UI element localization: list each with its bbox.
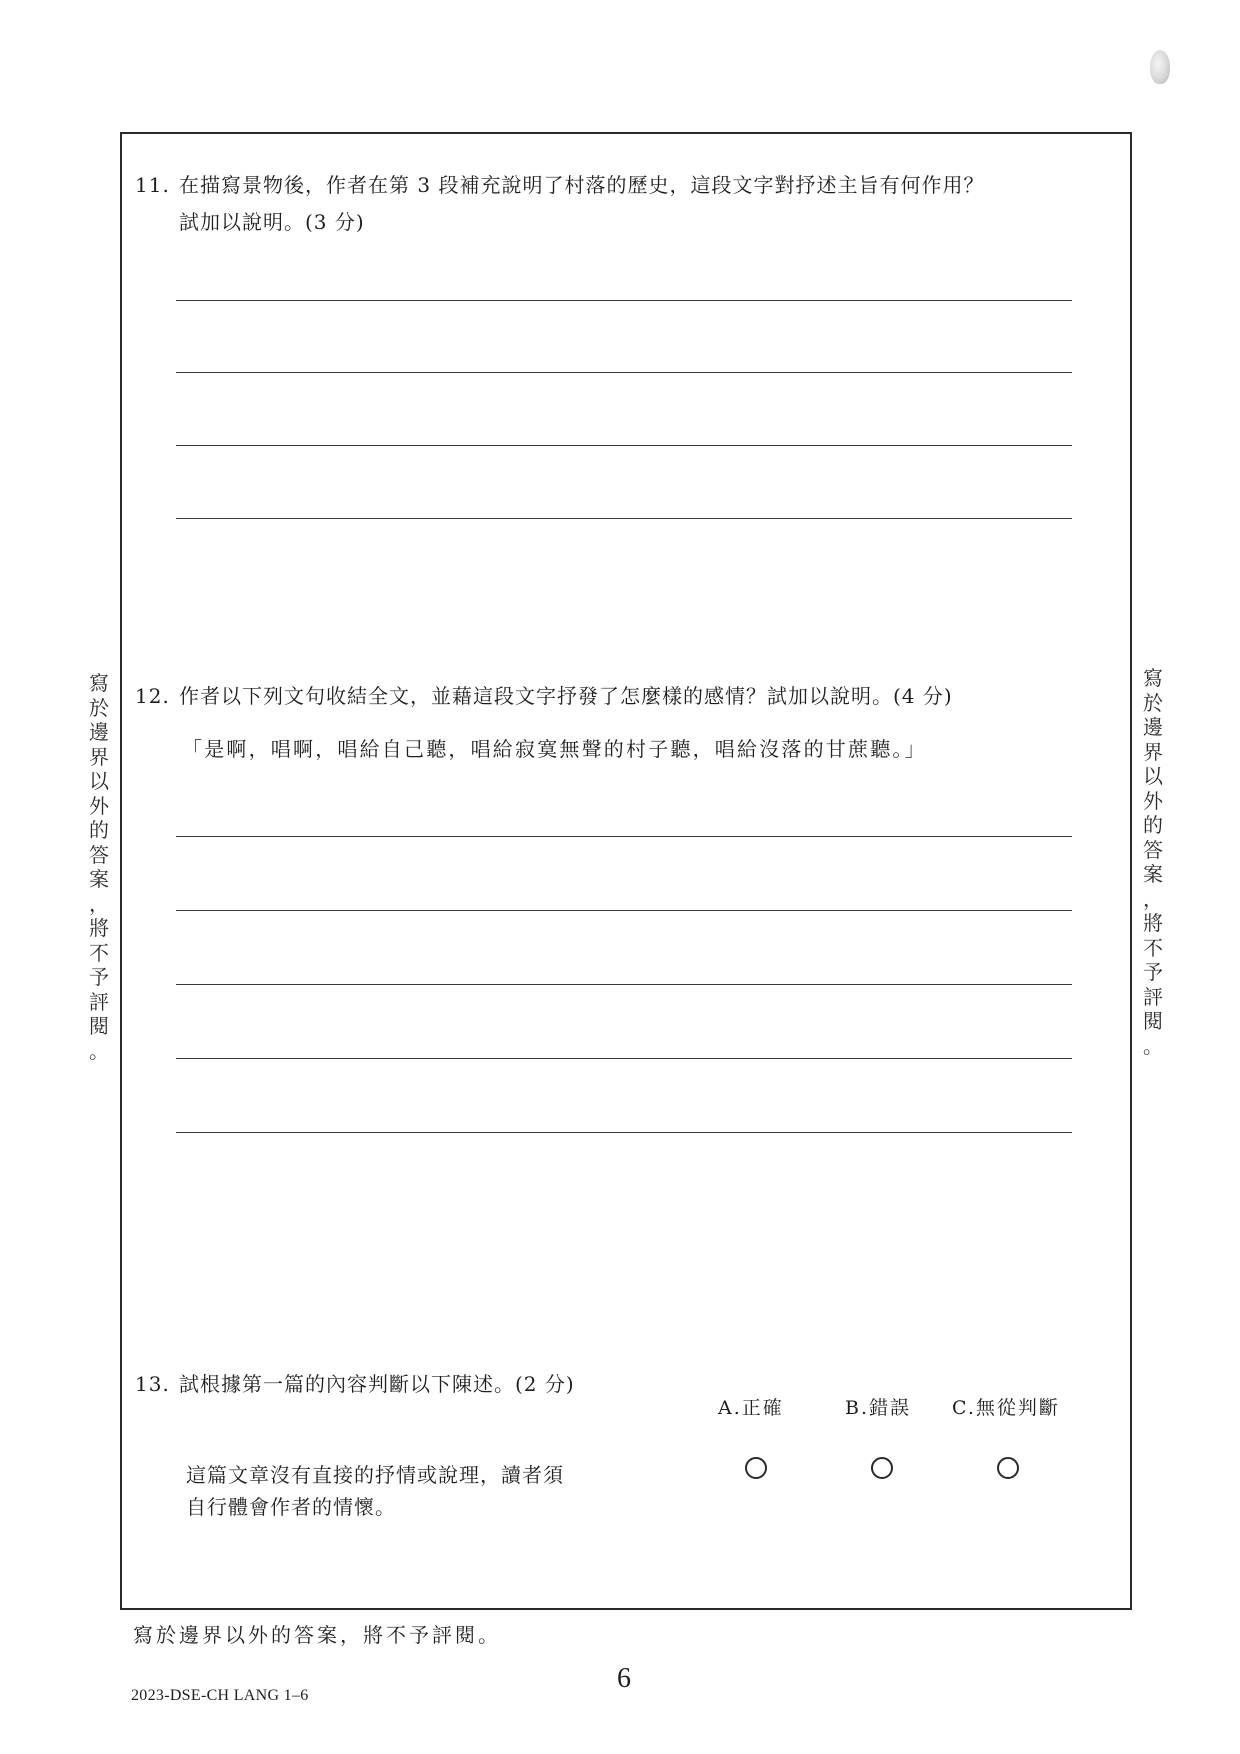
answer-line[interactable]	[176, 518, 1072, 519]
question-12-quote: 「是啊，唱啊，唱給自己聽，唱給寂寞無聲的村子聽，唱給沒落的甘蔗聽。」	[182, 737, 927, 761]
answer-line[interactable]	[176, 1132, 1072, 1133]
page-number: 6	[617, 1663, 631, 1694]
answer-line[interactable]	[176, 445, 1072, 446]
option-c-label: C.無從判斷	[952, 1397, 1060, 1419]
answer-line[interactable]	[176, 300, 1072, 301]
scan-mark	[1150, 50, 1170, 84]
bottom-margin-warning: 寫於邊界以外的答案，將不予評閱。	[133, 1623, 501, 1647]
option-b-label: B.錯誤	[845, 1397, 912, 1419]
paper-code: 2023-DSE-CH LANG 1–6	[131, 1687, 309, 1704]
question-12-line-1	[135, 682, 953, 710]
question-11-line-2: 試加以說明。(3 分)	[179, 210, 365, 234]
question-13-statement-line-2: 自行體會作者的情懷。	[186, 1495, 396, 1519]
question-13-number: 13.	[135, 1372, 170, 1396]
option-c-bubble[interactable]	[997, 1457, 1019, 1479]
question-11-number: 11.	[135, 173, 170, 197]
answer-line[interactable]	[176, 836, 1072, 837]
left-margin-warning: 寫 於 邊 界 以 外 的 答 案 ， 將 不 予 評 閱 。	[89, 671, 109, 1063]
option-b-bubble[interactable]	[871, 1457, 893, 1479]
answer-line[interactable]	[176, 1058, 1072, 1059]
option-a-label: A.正確	[718, 1397, 784, 1419]
question-12-text: 作者以下列文句收結全文，並藉這段文字抒發了怎麼樣的感情？試加以說明。(4 分)	[179, 684, 953, 708]
question-11-text: 在描寫景物後，作者在第 3 段補充說明了村落的歷史，這段文字對抒述主旨有何作用？	[179, 173, 985, 197]
option-a-bubble[interactable]	[745, 1457, 767, 1479]
answer-line[interactable]	[176, 372, 1072, 373]
question-13-line-1	[135, 1370, 575, 1398]
question-11-line-1	[135, 171, 984, 199]
answer-line[interactable]	[176, 984, 1072, 985]
right-margin-warning: 寫 於 邊 界 以 外 的 答 案 ， 將 不 予 評 閱 。	[1143, 666, 1163, 1058]
question-13-statement-line-1: 這篇文章沒有直接的抒情或說理，讀者須	[186, 1463, 564, 1487]
answer-line[interactable]	[176, 910, 1072, 911]
question-13-text: 試根據第一篇的內容判斷以下陳述。(2 分)	[179, 1372, 575, 1396]
question-12-number: 12.	[135, 684, 170, 708]
